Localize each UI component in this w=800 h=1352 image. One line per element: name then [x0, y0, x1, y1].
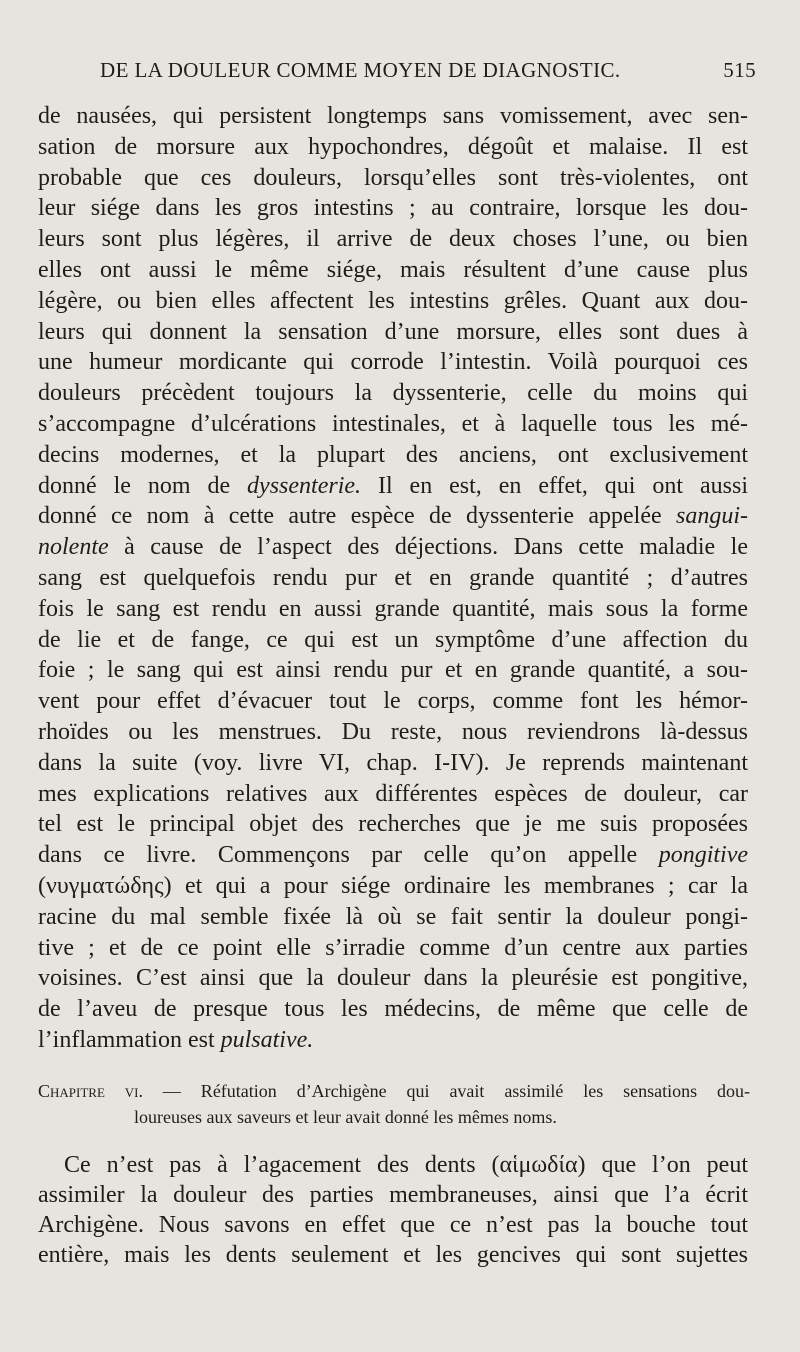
text-segment: l’inflammation est	[38, 1026, 221, 1053]
text-line: tel est le principal objet des recherches que je me suis proposées	[38, 811, 748, 838]
text-line: de nausées, qui persistent longtemps sans vomissement, avec sen-	[38, 103, 748, 129]
text-line: leurs qui donnent la sensation d’une morsure, elles sont dues à	[38, 318, 748, 345]
text-line: mes explications relatives aux différentes espèces de douleur, car	[38, 780, 748, 807]
text-line: une humeur mordicante qui corrode l’intestin. Voilà pourquoi ces	[38, 349, 748, 376]
text-segment: donné ce nom à cette autre espèce de dyssenterie appelée	[38, 503, 676, 530]
text-line: (νυγματώδης) et qui a pour siége ordinaire les membranes ; car la	[38, 872, 748, 899]
text-line: tive ; et de ce point elle s’irradie comme d’un centre aux parties	[38, 934, 748, 961]
text-line: fois le sang est rendu en aussi grande quantité, mais sous la forme	[38, 595, 748, 622]
italic-term: sangui-	[676, 503, 748, 530]
running-title: DE LA DOULEUR COMME MOYEN DE DIAGNOSTIC.	[100, 58, 621, 82]
text-line: de l’aveu de presque tous les médecins, de même que celle de	[38, 996, 748, 1023]
text-line: foie ; le sang qui est ainsi rendu pur et en grande quantité, a sou-	[38, 657, 748, 684]
chapter-heading-line	[38, 1078, 750, 1104]
text-line: légère, ou bien elles affectent les intestins grêles. Quant aux dou-	[38, 287, 748, 314]
text-line: rhoïdes ou les menstrues. Du reste, nous reviendrons là-dessus	[38, 718, 748, 745]
text-line: douleurs précèdent toujours la dyssenterie, celle du moins qui	[38, 380, 748, 407]
text-segment: Il en est, en effet, qui ont aussi	[361, 472, 748, 499]
italic-term: pongitive	[658, 842, 748, 869]
text-line: entière, mais les dents seulement et les gencives qui sont sujettes	[38, 1242, 748, 1268]
chapter-label: Chapitre vi.	[38, 1081, 144, 1101]
text-line-with-italic	[38, 1025, 748, 1056]
running-header	[100, 58, 756, 98]
italic-term: dyssenterie.	[247, 472, 362, 499]
text-line: elles ont aussi le même siége, mais résultent d’une cause plus	[38, 256, 748, 283]
text-line: leurs sont plus légères, il arrive de deux choses l’une, ou bien	[38, 226, 748, 253]
text-line-with-italic	[38, 840, 748, 871]
chapter-heading	[38, 1078, 750, 1130]
text-segment: à cause de l’aspect des déjections. Dans cette maladie le	[108, 534, 748, 561]
text-line: decins modernes, et la plupart des anciens, ont exclusivement	[38, 441, 748, 468]
text-line: probable que ces douleurs, lorsqu’elles sont très-violentes, ont	[38, 164, 748, 191]
text-line-with-italic	[38, 501, 748, 532]
text-line: Ce n’est pas à l’agacement des dents (αἱμωδία) que l’on peut	[64, 1152, 748, 1178]
page-number: 515	[723, 58, 756, 82]
text-segment: dans ce livre. Commençons par celle qu’on appelle	[38, 842, 659, 869]
chapter-title-segment: — Réfutation d’Archigène qui avait assimilé les sensations dou-	[143, 1081, 750, 1101]
text-line: vent pour effet d’évacuer tout le corps, comme font les hémor-	[38, 688, 748, 715]
text-line: sation de morsure aux hypochondres, dégoût et malaise. Il est	[38, 133, 748, 160]
italic-term: pulsative.	[220, 1026, 314, 1053]
text-line-with-italic	[38, 532, 748, 563]
text-line: Archigène. Nous savons en effet que ce n’est pas la bouche tout	[38, 1212, 748, 1238]
italic-term: nolente	[38, 534, 109, 561]
text-line: dans la suite (voy. livre VI, chap. I-IV). Je reprends maintenant	[38, 749, 748, 776]
text-line: racine du mal semble fixée là où se fait sentir la douleur pongi-	[38, 903, 748, 930]
chapter-heading-line: loureuses aux saveurs et leur avait donné les mêmes noms.	[134, 1107, 557, 1127]
text-line: assimiler la douleur des parties membraneuses, ainsi que l’a écrit	[38, 1182, 748, 1208]
text-segment: donné le nom de	[38, 472, 248, 499]
text-line: s’accompagne d’ulcérations intestinales, et à laquelle tous les mé-	[38, 410, 748, 437]
text-line: leur siége dans les gros intestins ; au contraire, lorsque les dou-	[38, 195, 748, 222]
text-line: voisines. C’est ainsi que la douleur dans la pleurésie est pongitive,	[38, 965, 748, 992]
text-line: sang est quelquefois rendu pur et en grande quantité ; d’autres	[38, 564, 748, 591]
main-paragraph	[38, 101, 748, 1056]
chapter-opening-paragraph	[38, 1150, 748, 1270]
text-line: de lie et de fange, ce qui est un symptôme d’une affection du	[38, 626, 748, 653]
text-line-with-italic	[38, 471, 748, 502]
